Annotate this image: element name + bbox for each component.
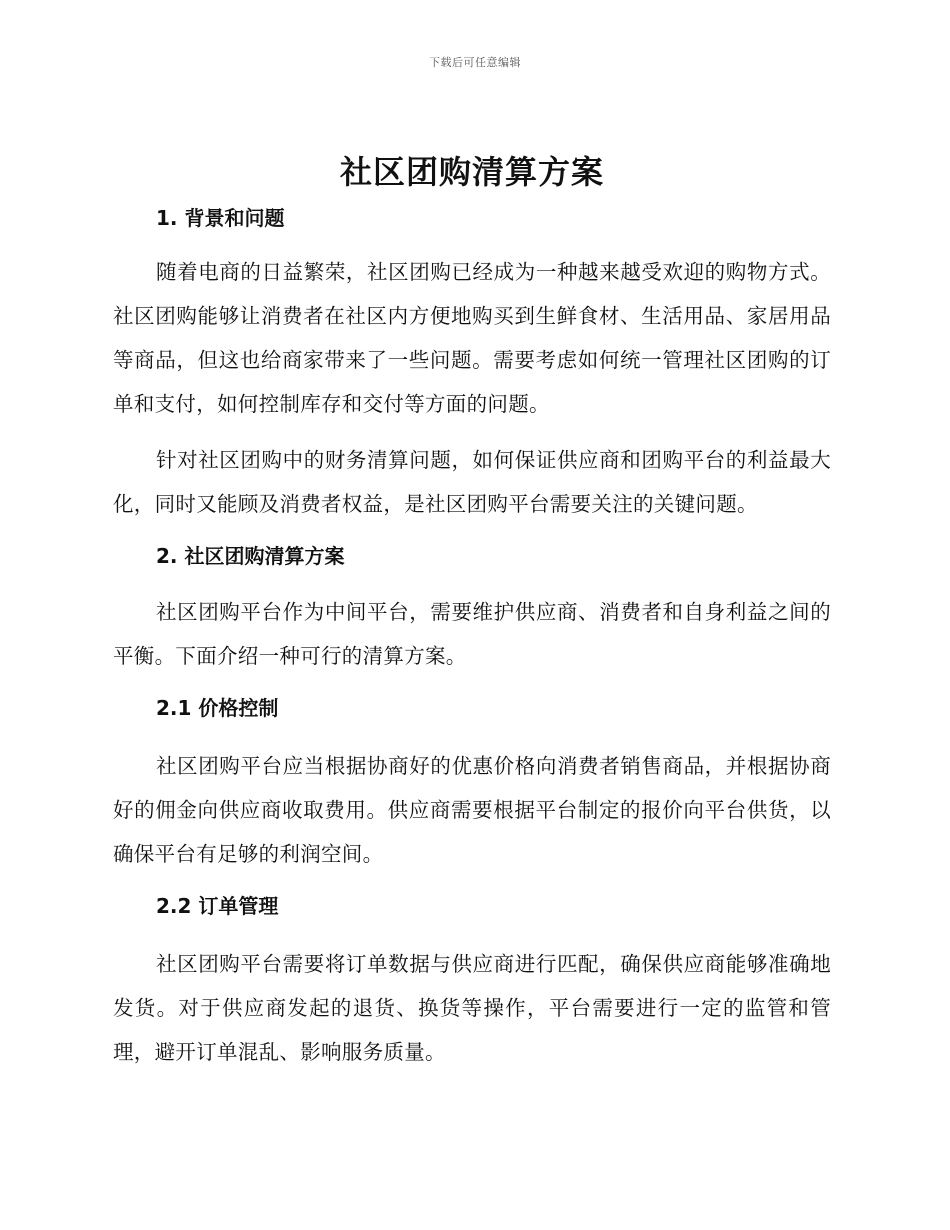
paragraph-settlement-plan: 社区团购平台作为中间平台，需要维护供应商、消费者和自身利益之间的平衡。下面介绍一种可行的清算方案。 (113, 600, 831, 668)
paragraph-background-2: 针对社区团购中的财务清算问题，如何保证供应商和团购平台的利益最大化，同时又能顾及消费者权益，是社区团购平台需要关注的关键问题。 (113, 448, 831, 516)
section-heading-background: 1. 背景和问题 (156, 206, 285, 230)
section-heading-settlement-plan: 2. 社区团购清算方案 (156, 544, 345, 568)
page-header-note: 下载后可任意编辑 (429, 56, 521, 69)
document-body (113, 150, 831, 1074)
section-heading-price-control: 2.1 价格控制 (156, 696, 279, 720)
paragraph-price-control: 社区团购平台应当根据协商好的优惠价格向消费者销售商品，并根据协商好的佣金向供应商收取费用。供应商需要根据平台制定的报价向平台供货，以确保平台有足够的利润空间。 (113, 754, 831, 866)
section-heading-order-management: 2.2 订单管理 (156, 894, 279, 918)
document-title: 社区团购清算方案 (339, 153, 604, 191)
paragraph-order-management: 社区团购平台需要将订单数据与供应商进行匹配，确保供应商能够准确地发货。对于供应商发起的退货、换货等操作，平台需要进行一定的监管和管理，避开订单混乱、影响服务质量。 (113, 952, 831, 1064)
paragraph-background-1: 随着电商的日益繁荣，社区团购已经成为一种越来越受欢迎的购物方式。社区团购能够让消费者在社区内方便地购买到生鲜食材、生活用品、家居用品等商品，但这也给商家带来了一些问题。需要考虑如何统一管理社区团购的订单和支付，如何控制库存和交付等方面的问题。 (113, 260, 831, 416)
